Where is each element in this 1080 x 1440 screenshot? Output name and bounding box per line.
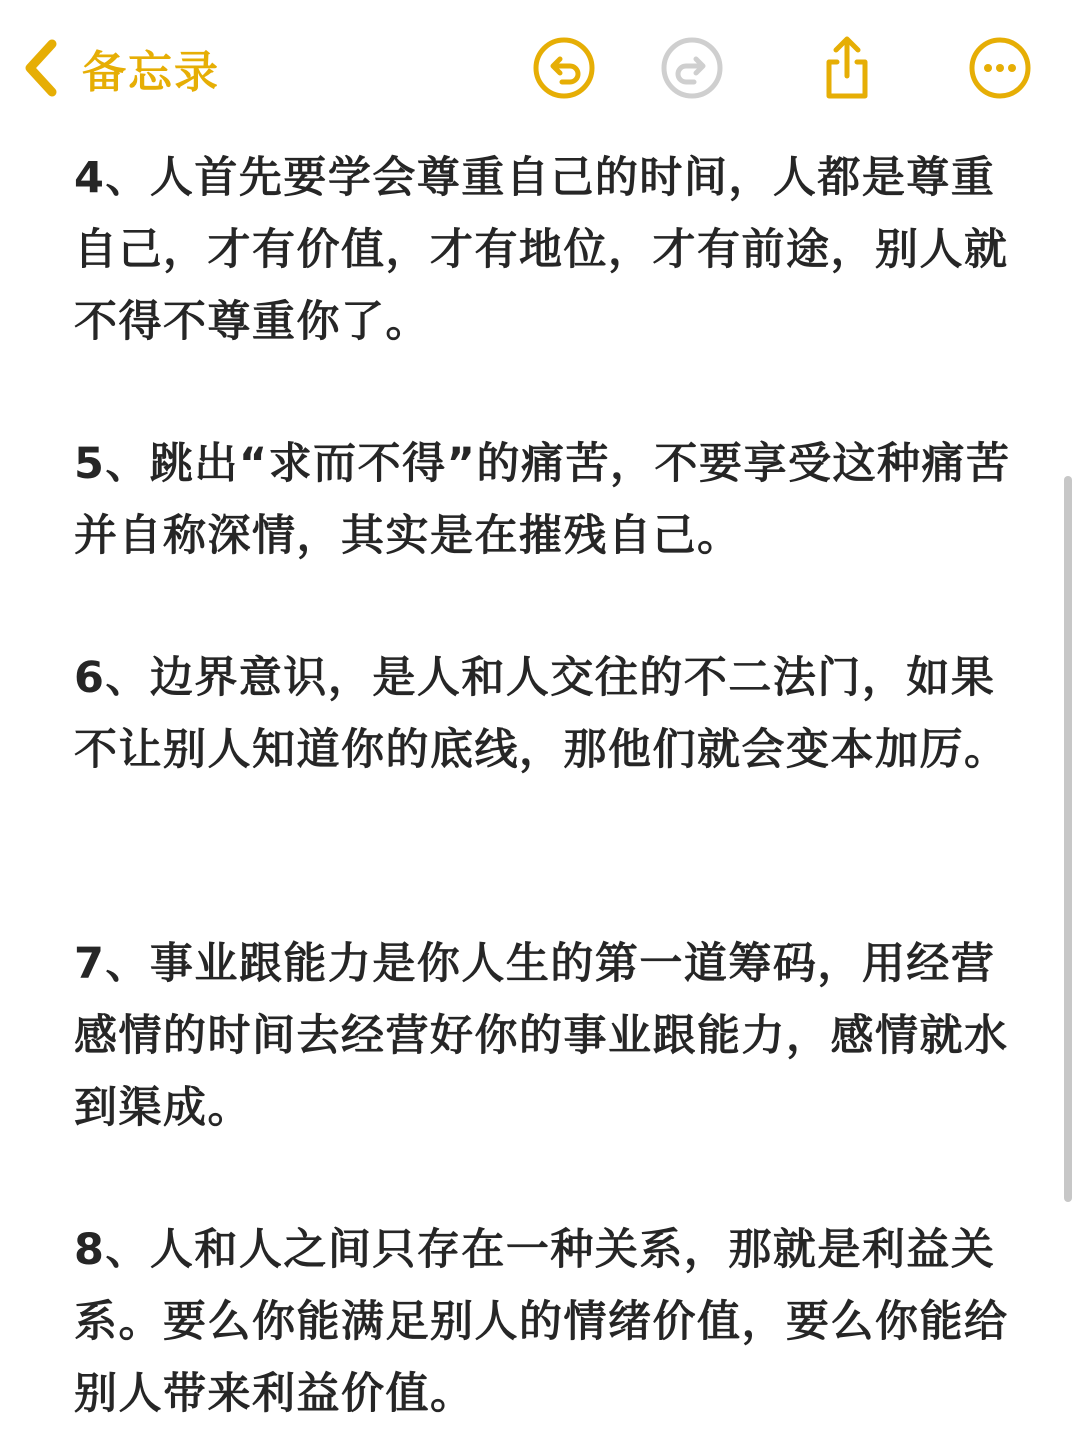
- undo-icon: [532, 36, 596, 100]
- undo-button[interactable]: [532, 36, 596, 100]
- share-icon: [815, 36, 879, 100]
- chevron-left-icon: [20, 38, 60, 98]
- vertical-scrollbar[interactable]: [1064, 476, 1072, 1202]
- back-label: 备忘录: [82, 47, 220, 98]
- note-paragraph-7: 7、事业跟能力是你人生的第一道筹码，用经营感情的时间去经营好你的事业跟能力，感情就水到渠成。: [74, 939, 1009, 1133]
- note-paragraph-6: 6、边界意识，是人和人交往的不二法门，如果不让别人知道你的底线，那他们就会变本加厉。: [74, 653, 1009, 775]
- more-button[interactable]: [968, 36, 1032, 100]
- navigation-bar: [0, 0, 1080, 130]
- redo-icon: [660, 36, 724, 100]
- share-button[interactable]: [815, 36, 879, 100]
- note-paragraph-4: 4、人首先要学会尊重自己的时间，人都是尊重自己，才有价值，才有地位，才有前途，别人就不得不尊重你了。: [74, 153, 1009, 347]
- note-paragraph-8: 8、人和人之间只存在一种关系，那就是利益关系。要么你能满足别人的情绪价值，要么你能给别人带来利益价值。: [74, 1225, 1009, 1419]
- more-icon: [968, 36, 1032, 100]
- redo-button[interactable]: [660, 36, 724, 100]
- note-paragraph-5: 5、跳出“求而不得”的痛苦，不要享受这种痛苦并自称深情，其实是在摧残自己。: [74, 439, 1011, 561]
- back-button[interactable]: [20, 36, 220, 100]
